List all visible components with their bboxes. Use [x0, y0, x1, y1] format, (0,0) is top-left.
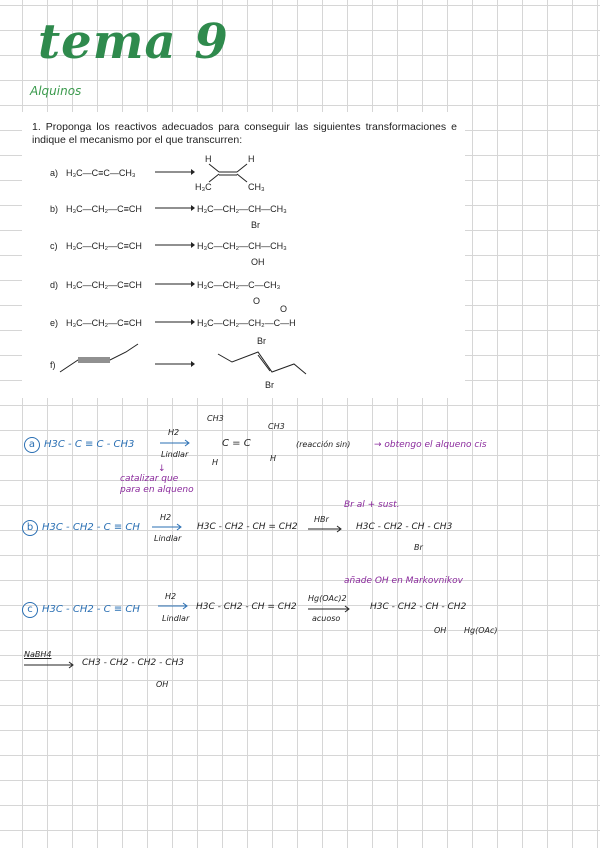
note-b-intermediate: H3C - CH2 - CH = CH2	[197, 522, 298, 532]
note-b-arrow2	[308, 526, 344, 532]
note-b-line	[22, 520, 140, 536]
note-b-annotation: Br al + sust.	[344, 500, 400, 510]
reaction-arrow	[155, 359, 195, 369]
item-reactant: H₃C—CH₂—C≡CH	[66, 280, 142, 290]
note-a-arrow	[160, 440, 192, 446]
item-product: H₃C—CH₂—CH—CH₃	[197, 204, 287, 214]
dibromo-top: Br	[257, 336, 266, 346]
item-substituent: Br	[251, 220, 260, 230]
note-a-catalyst-note-1: catalizar que	[120, 474, 179, 484]
note-a-catalyst: Lindlar	[161, 450, 189, 459]
note-c-reactant: H3C - CH2 - C ≡ CH	[42, 604, 140, 615]
dibromo-bottom: Br	[265, 380, 274, 390]
reaction-arrow	[155, 279, 195, 289]
item-reactant: H₃C—C≡C—CH₃	[66, 168, 136, 178]
note-c-marker: c	[22, 602, 38, 618]
item-reactant: H₃C—CH₂—C≡CH	[66, 241, 142, 251]
cis-ch3-right: CH₃	[248, 182, 265, 192]
cis-h-right: H	[248, 154, 255, 164]
note-b-catalyst: Lindlar	[154, 534, 182, 543]
item-label: a)	[50, 168, 59, 178]
note-d-product-sub: OH	[156, 680, 169, 689]
note-b-reactant: H3C - CH2 - C ≡ CH	[42, 522, 140, 533]
problem-sheet	[22, 112, 465, 398]
note-a-down-arrow: ↓	[158, 464, 166, 474]
item-substituent: OH	[251, 257, 265, 267]
note-c-product-sub2: Hg(OAc)	[464, 626, 498, 635]
note-a-reagent: H2	[168, 428, 180, 437]
item-label: d)	[50, 280, 59, 290]
cis-ch3-left: H₃C	[195, 182, 212, 192]
note-a-ch3-left: CH3	[207, 414, 224, 423]
item-product: H₃C—CH₂—C—CH₃	[197, 280, 281, 290]
note-b-reagent2: HBr	[314, 515, 329, 524]
item-substituent: O	[280, 304, 288, 314]
item-product: H₃C—CH₂—CH₂—C—H	[197, 318, 296, 328]
reaction-arrow	[155, 317, 195, 327]
note-d-arrow	[24, 662, 76, 668]
item-label: f)	[50, 360, 56, 370]
note-c-arrow2	[308, 606, 352, 612]
item-product: H₃C—CH₂—CH—CH₃	[197, 241, 287, 251]
note-b-reagent: H2	[160, 513, 172, 522]
note-b-product: H3C - CH2 - CH - CH3	[356, 522, 453, 532]
note-c-solvent: acuoso	[312, 614, 341, 623]
page-subtitle: Alquinos	[30, 84, 82, 98]
note-b-marker: b	[22, 520, 38, 536]
note-a-result: → obtengo el alqueno cis	[374, 440, 487, 450]
note-a-ch3-right: CH3	[268, 422, 285, 431]
cis-h-left: H	[205, 154, 212, 164]
note-c-product: H3C - CH2 - CH - CH2	[370, 602, 467, 612]
item-label: e)	[50, 318, 59, 328]
problem-prompt: 1. Proponga los reactivos adecuados para conseguir las siguientes transformaciones e indique el mecanismo por el que transcurren:	[32, 121, 457, 146]
item-label: b)	[50, 204, 59, 214]
note-c-product-sub1: OH	[434, 626, 447, 635]
note-a-core: C = C	[222, 438, 251, 449]
item-label: c)	[50, 241, 58, 251]
item-reactant: H₃C—CH₂—C≡CH	[66, 204, 142, 214]
note-a-marker: a	[24, 437, 40, 453]
note-a-catalyst-note-2: para en alqueno	[120, 485, 194, 495]
reaction-arrow	[155, 203, 195, 213]
reaction-arrow	[155, 167, 195, 177]
item-reactant: H₃C—CH₂—C≡CH	[66, 318, 142, 328]
note-a-mechanism: (reacción sin)	[296, 440, 351, 449]
note-c-line	[22, 602, 140, 618]
item-substituent: O	[253, 296, 261, 306]
hexyne-skeleton	[60, 348, 140, 376]
note-c-reagent2: Hg(OAc)2	[308, 594, 347, 603]
reaction-arrow	[155, 240, 195, 250]
note-b-product-sub: Br	[414, 543, 423, 552]
note-d-reagent: NaBH4	[24, 650, 52, 659]
note-a-h-left: H	[212, 458, 219, 467]
note-c-intermediate: H3C - CH2 - CH = CH2	[196, 602, 297, 612]
note-c-arrow	[158, 603, 190, 609]
dibromoalkene-skeleton	[218, 348, 308, 378]
note-b-arrow	[152, 524, 184, 530]
note-a-reactant: H3C - C ≡ C - CH3	[44, 439, 135, 450]
note-c-catalyst: Lindlar	[162, 614, 190, 623]
cis-alkene-skeleton	[205, 162, 255, 184]
page-title: tema 9	[38, 14, 229, 70]
note-a-line	[24, 437, 134, 453]
note-d-product: CH3 - CH2 - CH2 - CH3	[82, 658, 185, 668]
note-c-reagent: H2	[165, 592, 177, 601]
note-a-h-right: H	[270, 454, 277, 463]
note-c-annotation: añade OH en Markovnikov	[344, 576, 463, 586]
